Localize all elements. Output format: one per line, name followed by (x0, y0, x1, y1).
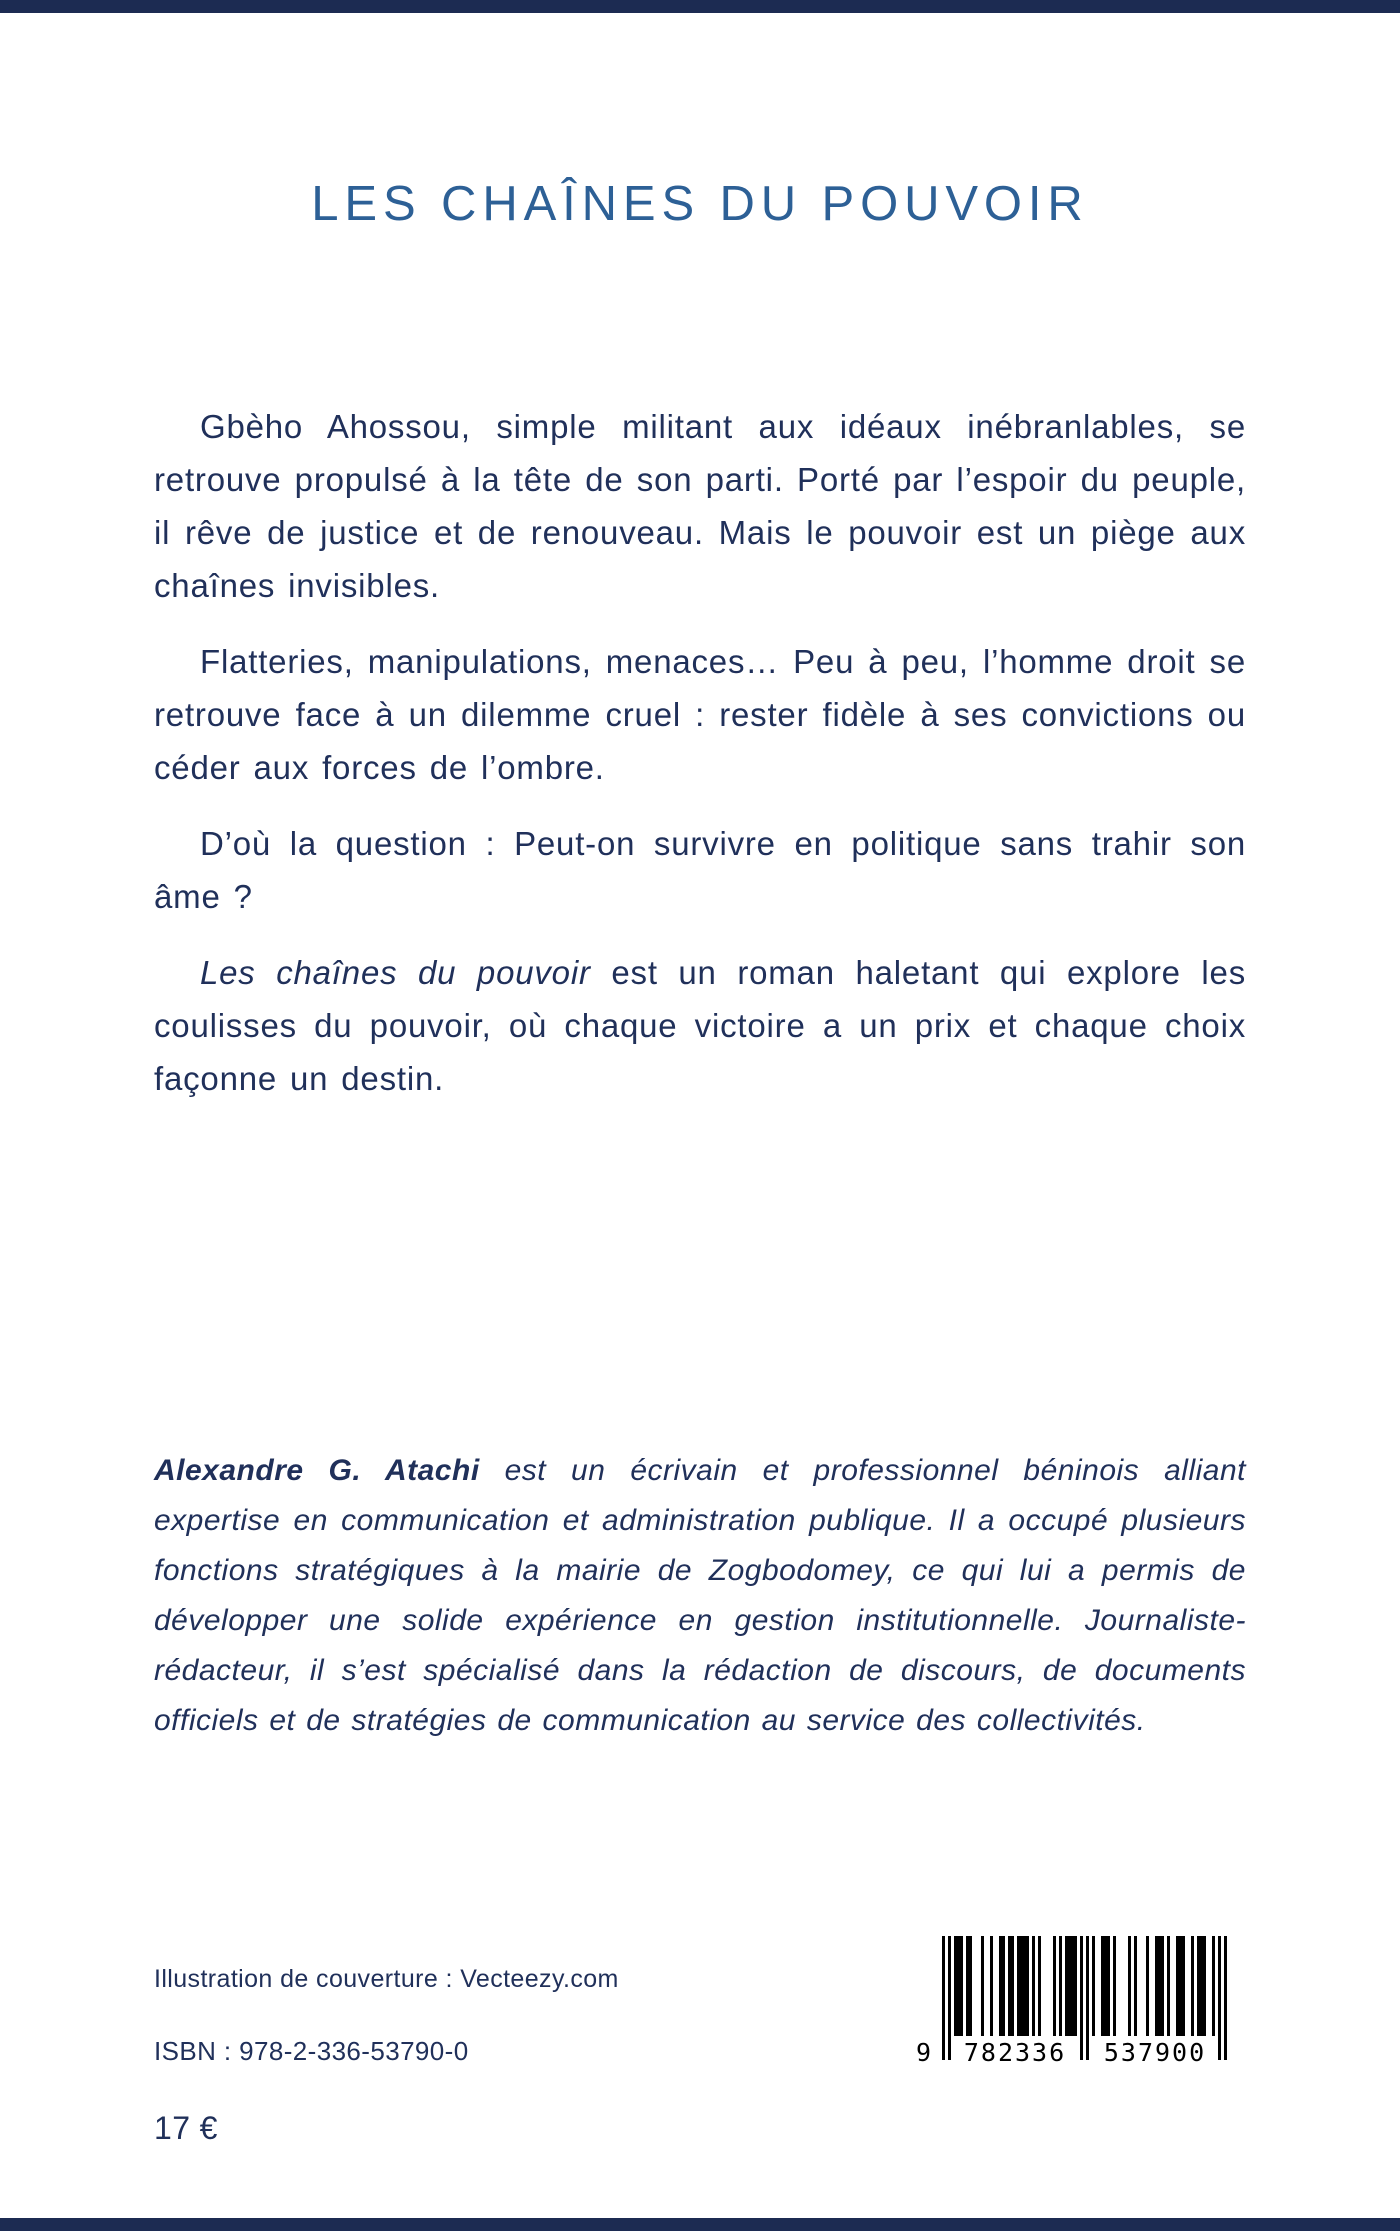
barcode-digits-right-group: 537900 (1094, 2038, 1216, 2067)
author-bio-text: est un écrivain et professionnel béninois alliant expertise en communication et administration publique. Il a occupé plusieurs fonctions stratégiques à la mairie de Zogbodomey, ce qui lui a permis de développer une solide expérience en gestion institutionnelle. Journaliste-rédacteur, il s’est spécialisé dans la rédaction de discours, de documents officiels et de stratégies de communication au service des collectivités. (154, 1454, 1246, 1737)
book-title: LES CHAÎNES DU POUVOIR (311, 177, 1089, 231)
barcode-digits-left-group: 782336 (954, 2038, 1076, 2067)
synopsis-paragraph-4-text: est un roman haletant qui explore les coulisses du pouvoir, où chaque victoire a un prix et chaque choix façonne un destin. (154, 954, 1246, 1097)
book-title-mention: Les chaînes du pouvoir (200, 954, 591, 991)
synopsis (154, 400, 1246, 1128)
synopsis-paragraph-3: D’où la question : Peut-on survivre en politique sans trahir son âme ? (154, 825, 1246, 915)
synopsis-paragraph-4 (154, 946, 1246, 1105)
barcode (916, 1936, 1227, 2068)
synopsis-paragraph-2: Flatteries, manipulations, menaces… Peu à peu, l’homme droit se retrouve face à un dilemme cruel : rester fidèle à ses convictions ou céder aux forces de l’ombre. (154, 643, 1246, 786)
synopsis-paragraph-1: Gbèho Ahossou, simple militant aux idéaux inébranlables, se retrouve propulsé à la tête de son parti. Porté par l’espoir du peuple, il rêve de justice et de renouveau. Mais le pouvoir est un piège aux chaînes invisibles. (154, 408, 1246, 604)
author-name: Alexandre G. Atachi (154, 1454, 480, 1487)
top-border (0, 0, 1400, 13)
price: 17 € (154, 2110, 218, 2146)
author-bio (154, 1446, 1246, 1746)
barcode-number (916, 2036, 1227, 2068)
isbn: ISBN : 978-2-336-53790-0 (154, 2036, 469, 2066)
bottom-border (0, 2218, 1400, 2231)
illustration-credit: Illustration de couverture : Vecteezy.com (154, 1965, 619, 1993)
author-bio-paragraph (154, 1446, 1246, 1746)
barcode-digit-first: 9 (916, 2038, 934, 2067)
